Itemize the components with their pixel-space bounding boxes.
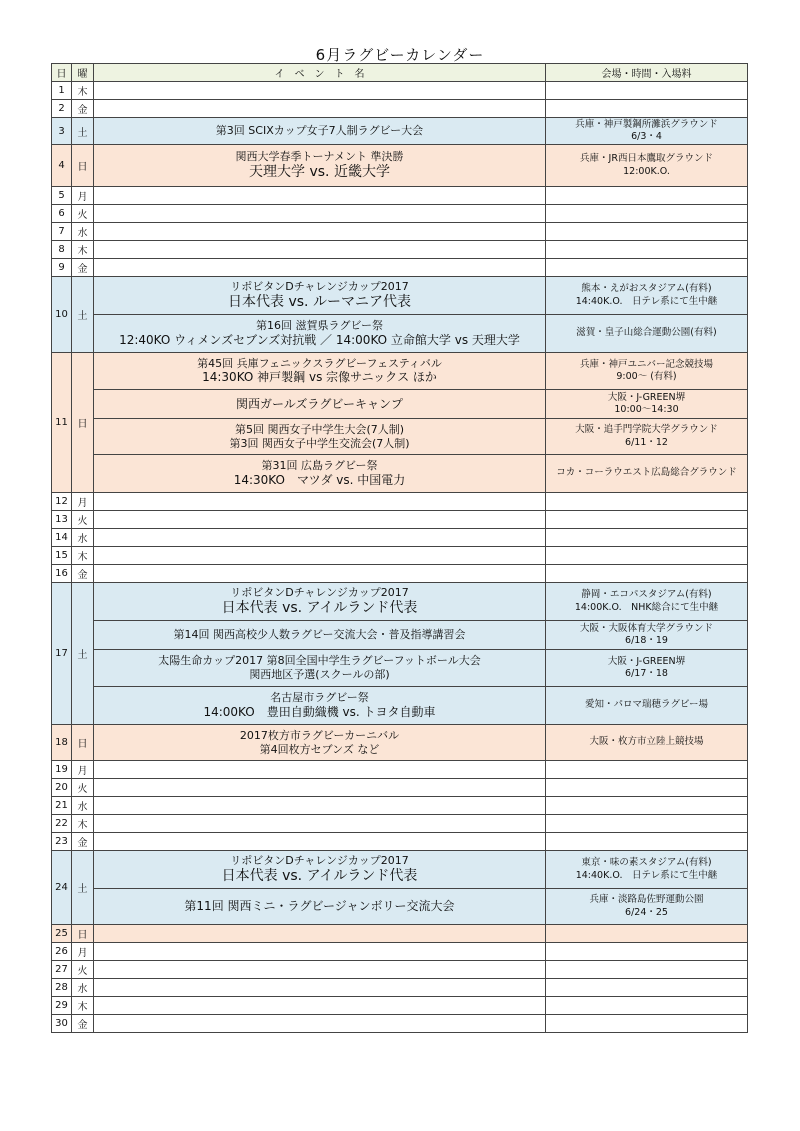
event-title: 関西ガールズラグビーキャンプ — [236, 396, 403, 411]
event-match: 日本代表 vs. アイルランド代表 — [221, 867, 418, 884]
venue-cell — [546, 353, 748, 390]
table-row — [52, 390, 748, 419]
day-header: 日 — [52, 64, 72, 82]
venue-detail: 14:40K.O. 日テレ系にて生中継 — [575, 295, 718, 307]
weekday: 水 — [72, 529, 94, 547]
event-cell — [94, 725, 546, 761]
venue-name: コカ・コーラウエスト広島総合グラウンド — [556, 467, 737, 479]
table-row — [52, 145, 748, 187]
weekday: 土 — [72, 277, 94, 353]
table-row — [52, 687, 748, 725]
event-cell — [94, 997, 546, 1015]
venue-cell — [546, 100, 748, 118]
table-row — [52, 315, 748, 353]
weekday: 月 — [72, 761, 94, 779]
day-number: 15 — [52, 547, 72, 565]
day-number: 30 — [52, 1015, 72, 1033]
event-match: 14:30KO マツダ vs. 中国電力 — [233, 472, 406, 487]
event-title: 第3回 SCIXカップ女子7人制ラグビー大会 — [215, 124, 424, 138]
venue-detail: 14:00K.O. NHK総合にて生中継 — [574, 601, 719, 613]
event-cell — [94, 315, 546, 353]
event-cell — [94, 259, 546, 277]
event-cell — [94, 815, 546, 833]
event-title: 太陽生命カップ2017 第8回全国中学生ラグビーフットボール大会 — [158, 654, 481, 668]
day-number: 17 — [52, 583, 72, 725]
event-title: 2017枚方市ラグビーカーニバル — [239, 728, 400, 742]
table-row — [52, 259, 748, 277]
venue-cell — [546, 315, 748, 353]
event-title: リポビタンDチャレンジカップ2017 — [230, 279, 409, 293]
event-match: 14:00KO 豊田自動織機 vs. トヨタ自動車 — [203, 704, 436, 719]
venue-cell — [546, 1015, 748, 1033]
venue-cell — [546, 961, 748, 979]
weekday: 金 — [72, 833, 94, 851]
event-title: 第45回 兵庫フェニックスラグビーフェスティバル — [197, 356, 442, 370]
table-row — [52, 82, 748, 100]
weekday: 木 — [72, 547, 94, 565]
event-cell — [94, 241, 546, 259]
venue-detail: 6/11・12 — [625, 436, 668, 448]
table-row — [52, 1015, 748, 1033]
venue-name: 大阪・枚方市立陸上競技場 — [589, 736, 704, 748]
table-row — [52, 979, 748, 997]
venue-detail: 6/24・25 — [625, 906, 668, 918]
event-cell — [94, 547, 546, 565]
day-number: 4 — [52, 145, 72, 187]
header-row — [52, 64, 748, 82]
venue-cell — [546, 529, 748, 547]
event-cell — [94, 529, 546, 547]
table-row — [52, 797, 748, 815]
table-row — [52, 943, 748, 961]
event-title: リポビタンDチャレンジカップ2017 — [230, 585, 409, 599]
table-row — [52, 725, 748, 761]
venue-cell — [546, 761, 748, 779]
venue-detail: 14:40K.O. 日テレ系にて生中継 — [575, 869, 718, 881]
day-number: 29 — [52, 997, 72, 1015]
day-number: 11 — [52, 353, 72, 493]
event-title: 第16回 滋賀県ラグビー祭 — [255, 319, 384, 333]
calendar-table — [51, 63, 748, 1033]
day-number: 6 — [52, 205, 72, 223]
venue-cell — [546, 493, 748, 511]
event-cell — [94, 145, 546, 187]
venue-detail: 6/18・19 — [625, 635, 668, 646]
event-title-2: 関西地区予選(スクールの部) — [249, 668, 390, 681]
venue-name: 兵庫・淡路島佐野運動公園 — [589, 894, 704, 906]
venue-detail: 6/3・4 — [631, 131, 662, 142]
event-match: 日本代表 vs. アイルランド代表 — [221, 599, 418, 616]
venue-cell — [546, 797, 748, 815]
weekday: 水 — [72, 979, 94, 997]
event-title: 名古屋市ラグビー祭 — [270, 691, 369, 705]
venue-cell — [546, 889, 748, 925]
weekday: 木 — [72, 241, 94, 259]
day-number: 5 — [52, 187, 72, 205]
table-row — [52, 511, 748, 529]
event-cell — [94, 390, 546, 419]
day-number: 7 — [52, 223, 72, 241]
venue-name: 大阪・追手門学院大学グラウンド — [575, 424, 718, 436]
venue-cell — [546, 223, 748, 241]
event-title: 第5回 関西女子中学生大会(7人制) — [234, 422, 405, 436]
event-title: 関西大学春季トーナメント 準決勝 — [235, 149, 404, 163]
event-cell — [94, 583, 546, 621]
weekday: 月 — [72, 187, 94, 205]
venue-header: 会場・時間・入場料 — [546, 64, 748, 82]
venue-cell — [546, 455, 748, 493]
venue-cell — [546, 925, 748, 943]
table-row — [52, 547, 748, 565]
venue-cell — [546, 725, 748, 761]
event-cell — [94, 277, 546, 315]
weekday: 水 — [72, 223, 94, 241]
day-number: 2 — [52, 100, 72, 118]
table-row — [52, 851, 748, 889]
weekday: 日 — [72, 925, 94, 943]
venue-cell — [546, 277, 748, 315]
weekday: 金 — [72, 259, 94, 277]
day-number: 24 — [52, 851, 72, 925]
weekday-header: 曜 — [72, 64, 94, 82]
event-title-2: 第4回枚方セブンズ など — [259, 742, 380, 756]
venue-cell — [546, 583, 748, 621]
venue-cell — [546, 511, 748, 529]
event-title: リポビタンDチャレンジカップ2017 — [230, 853, 409, 867]
event-cell — [94, 650, 546, 687]
event-cell — [94, 565, 546, 583]
day-number: 9 — [52, 259, 72, 277]
table-row — [52, 583, 748, 621]
day-number: 3 — [52, 118, 72, 145]
event-cell — [94, 925, 546, 943]
event-match: 天理大学 vs. 近畿大学 — [249, 163, 390, 180]
event-match: 12:40KO ウィメンズセブンズ対抗戦 ／ 14:00KO 立命館大学 vs 天理大学 — [119, 332, 520, 347]
event-cell — [94, 1015, 546, 1033]
table-row — [52, 187, 748, 205]
day-number: 22 — [52, 815, 72, 833]
event-cell — [94, 493, 546, 511]
weekday: 木 — [72, 82, 94, 100]
weekday: 金 — [72, 100, 94, 118]
table-row — [52, 889, 748, 925]
event-cell — [94, 511, 546, 529]
venue-name: 東京・味の素スタジアム(有料) — [581, 857, 712, 869]
weekday: 水 — [72, 797, 94, 815]
weekday: 土 — [72, 583, 94, 725]
venue-cell — [546, 621, 748, 650]
table-row — [52, 223, 748, 241]
day-number: 10 — [52, 277, 72, 353]
venue-cell — [546, 943, 748, 961]
weekday: 土 — [72, 118, 94, 145]
weekday: 火 — [72, 511, 94, 529]
event-cell — [94, 851, 546, 889]
event-cell — [94, 205, 546, 223]
weekday: 土 — [72, 851, 94, 925]
event-cell — [94, 687, 546, 725]
venue-cell — [546, 145, 748, 187]
day-number: 21 — [52, 797, 72, 815]
event-header: イ ベ ン ト 名 — [94, 64, 546, 82]
event-cell — [94, 779, 546, 797]
event-match: 14:30KO 神戸製鋼 vs 宗像サニックス ほか — [202, 370, 437, 385]
venue-detail: 12:00K.O. — [623, 165, 670, 177]
day-number: 12 — [52, 493, 72, 511]
table-row — [52, 997, 748, 1015]
venue-cell — [546, 390, 748, 419]
event-cell — [94, 797, 546, 815]
venue-name: 熊本・えがおスタジアム(有料) — [581, 283, 712, 295]
venue-cell — [546, 547, 748, 565]
venue-name: 兵庫・神戸ユニバー記念競技場 — [579, 358, 713, 370]
table-row — [52, 100, 748, 118]
weekday: 木 — [72, 815, 94, 833]
event-cell — [94, 455, 546, 493]
event-cell — [94, 419, 546, 455]
venue-cell — [546, 833, 748, 851]
table-row — [52, 779, 748, 797]
event-cell — [94, 187, 546, 205]
event-cell — [94, 223, 546, 241]
venue-detail: 6/17・18 — [625, 668, 668, 679]
venue-name: 愛知・パロマ瑞穂ラグビー場 — [584, 699, 709, 711]
table-row — [52, 493, 748, 511]
venue-cell — [546, 815, 748, 833]
weekday: 火 — [72, 205, 94, 223]
venue-cell — [546, 687, 748, 725]
venue-name: 兵庫・JR西日本鷹取グラウンド — [580, 153, 713, 165]
event-title: 第31回 広島ラグビー祭 — [261, 459, 378, 473]
table-row — [52, 925, 748, 943]
table-row — [52, 529, 748, 547]
event-title: 第11回 関西ミニ・ラグビージャンボリー交流大会 — [184, 899, 455, 913]
weekday: 日 — [72, 145, 94, 187]
event-cell — [94, 889, 546, 925]
day-number: 19 — [52, 761, 72, 779]
page-title: 6月ラグビーカレンダー — [315, 46, 485, 64]
venue-name: 静岡・エコパスタジアム(有料) — [581, 589, 712, 601]
event-cell — [94, 961, 546, 979]
venue-detail: 10:00～14:30 — [614, 404, 679, 415]
day-number: 1 — [52, 82, 72, 100]
event-cell — [94, 943, 546, 961]
weekday: 金 — [72, 1015, 94, 1033]
table-row — [52, 419, 748, 455]
venue-cell — [546, 979, 748, 997]
day-number: 18 — [52, 725, 72, 761]
table-row — [52, 833, 748, 851]
event-cell — [94, 621, 546, 650]
weekday: 木 — [72, 997, 94, 1015]
venue-name: 大阪・J-GREEN堺 — [607, 391, 686, 403]
day-number: 14 — [52, 529, 72, 547]
table-row — [52, 277, 748, 315]
venue-cell — [546, 241, 748, 259]
weekday: 日 — [72, 725, 94, 761]
event-cell — [94, 761, 546, 779]
venue-cell — [546, 779, 748, 797]
venue-name: 滋賀・皇子山総合運動公園(有料) — [576, 327, 717, 339]
weekday: 日 — [72, 353, 94, 493]
weekday: 月 — [72, 493, 94, 511]
venue-cell — [546, 565, 748, 583]
table-row — [52, 761, 748, 779]
event-title-2: 第3回 関西女子中学生交流会(7人制) — [229, 436, 410, 450]
table-row — [52, 621, 748, 650]
day-number: 16 — [52, 565, 72, 583]
table-row — [52, 353, 748, 390]
day-number: 26 — [52, 943, 72, 961]
weekday: 月 — [72, 943, 94, 961]
venue-cell — [546, 851, 748, 889]
day-number: 27 — [52, 961, 72, 979]
day-number: 8 — [52, 241, 72, 259]
weekday: 金 — [72, 565, 94, 583]
table-row — [52, 455, 748, 493]
venue-cell — [546, 187, 748, 205]
venue-cell — [546, 205, 748, 223]
venue-cell — [546, 118, 748, 145]
weekday: 火 — [72, 779, 94, 797]
table-row — [52, 650, 748, 687]
day-number: 28 — [52, 979, 72, 997]
venue-name: 兵庫・神戸製鋼所灘浜グラウンド — [575, 118, 718, 130]
event-cell — [94, 353, 546, 390]
venue-cell — [546, 650, 748, 687]
weekday: 火 — [72, 961, 94, 979]
day-number: 13 — [52, 511, 72, 529]
table-row — [52, 961, 748, 979]
venue-name: 大阪・大阪体育大学グラウンド — [579, 622, 713, 634]
venue-cell — [546, 419, 748, 455]
venue-detail: 9:00～ (有料) — [616, 371, 677, 382]
table-row — [52, 815, 748, 833]
day-number: 25 — [52, 925, 72, 943]
day-number: 23 — [52, 833, 72, 851]
event-cell — [94, 118, 546, 145]
venue-name: 大阪・J-GREEN堺 — [607, 655, 686, 667]
event-cell — [94, 100, 546, 118]
day-number: 20 — [52, 779, 72, 797]
event-cell — [94, 82, 546, 100]
venue-cell — [546, 82, 748, 100]
table-row — [52, 118, 748, 145]
event-match: 日本代表 vs. ルーマニア代表 — [228, 293, 411, 310]
event-cell — [94, 833, 546, 851]
venue-cell — [546, 259, 748, 277]
event-cell — [94, 979, 546, 997]
table-row — [52, 205, 748, 223]
table-row — [52, 565, 748, 583]
event-title: 第14回 関西高校少人数ラグビー交流大会・普及指導講習会 — [173, 628, 466, 642]
venue-cell — [546, 997, 748, 1015]
table-row — [52, 241, 748, 259]
